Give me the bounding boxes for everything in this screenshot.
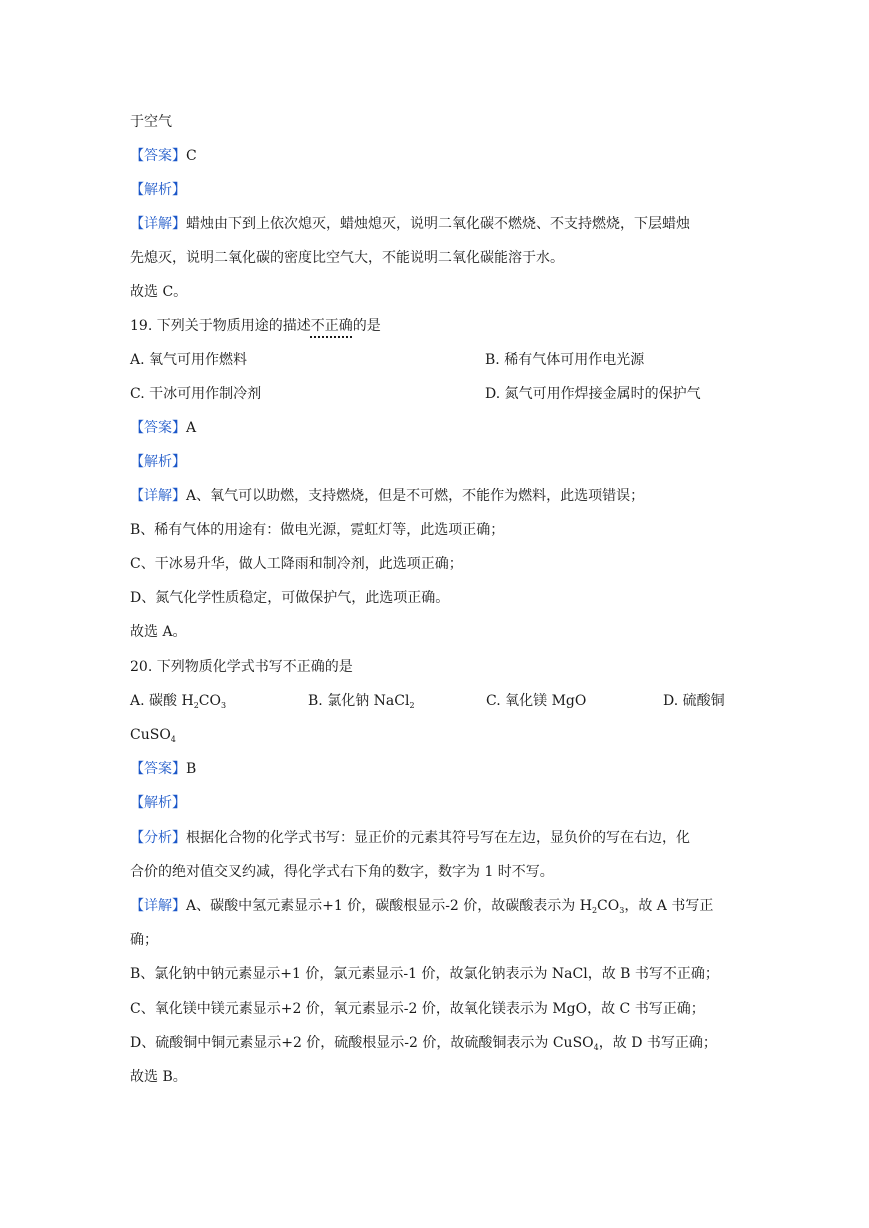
q19-detail-d: D、氮气化学性质稳定，可做保护气，此选项正确。 xyxy=(130,590,450,606)
answer-value: C xyxy=(186,148,197,164)
q19-option-d: D. 氮气可用作焊接金属时的保护气 xyxy=(485,386,701,402)
q20-detail-b: B、氯化钠中钠元素显示+1 价，氯元素显示-1 价，故氯化钠表示为 NaCl，故 B 书写不正确； xyxy=(130,966,719,982)
q20-conclusion: 故选 B。 xyxy=(130,1069,187,1085)
q20-option-d-formula xyxy=(130,724,745,746)
q18-answer xyxy=(130,145,745,167)
q19-stem-prefix: 19. 下列关于物质用途的描述 xyxy=(130,318,311,334)
q20-detail-c: C、氧化镁中镁元素显示+2 价，氧元素显示-2 价，故氧化镁表示为 MgO，故 C 书写正确； xyxy=(130,1001,705,1017)
q20-stem: 20. 下列物质化学式书写不正确的是 xyxy=(130,659,353,675)
q20-option-a-sub2: 3 xyxy=(220,701,227,710)
q20-option-b xyxy=(308,690,415,712)
q19-option-b: B. 稀有气体可用作电光源 xyxy=(485,352,645,368)
q20-detail-a-wrap: 确； xyxy=(130,932,158,948)
analysis-text: 根据化合物的化学式书写：显正价的元素其符号写在左边，显负价的写在右边，化 xyxy=(186,830,690,846)
answer-tag: 【答案】 xyxy=(130,420,186,436)
detail-tag: 【详解】 xyxy=(130,488,186,504)
q20-options-row xyxy=(130,690,745,712)
detail-d-sub: 4 xyxy=(593,1043,599,1052)
detail-a-pre: A、碳酸中氢元素显示+1 价，碳酸根显示-2 价，故碳酸表示为 H xyxy=(186,898,592,914)
formula: CuSO xyxy=(130,727,171,743)
detail-text: 蜡烛由下到上依次熄灭，蜡烛熄灭，说明二氧化碳不燃烧、不支持燃烧，下层蜡烛 xyxy=(186,216,690,232)
q20-option-d: D. 硫酸铜 xyxy=(663,693,725,709)
q18-detail-line1 xyxy=(130,213,745,235)
q20-option-b-sub: 2 xyxy=(409,701,415,710)
analysis-pre-tag: 【分析】 xyxy=(130,830,186,846)
detail-a-post: ，故 A 书写正 xyxy=(624,898,714,914)
answer-value: A xyxy=(186,420,197,436)
detail-tag: 【详解】 xyxy=(130,216,186,232)
q19-stem-emphasis: 不正确 xyxy=(310,318,353,334)
q20-analysis-line1 xyxy=(130,827,745,849)
q19-conclusion: 故选 A。 xyxy=(130,624,187,640)
q19-options-row1 xyxy=(130,349,745,371)
q18-conclusion: 故选 C。 xyxy=(130,284,188,300)
q19-option-a: A. 氧气可用作燃料 xyxy=(130,352,248,368)
detail-d-post: ，故 D 书写正确； xyxy=(598,1035,717,1051)
q19-options-row2 xyxy=(130,383,745,405)
q19-detail-a xyxy=(130,485,745,507)
q19-answer xyxy=(130,417,745,439)
q19-detail-c: C、干冰易升华，做人工降雨和制冷剂，此选项正确； xyxy=(130,556,463,572)
answer-tag: 【答案】 xyxy=(130,761,186,777)
q20-detail-a xyxy=(130,895,745,917)
q19-detail-b: B、稀有气体的用途有：做电光源，霓虹灯等，此选项正确； xyxy=(130,522,505,538)
q20-analysis-tag: 【解析】 xyxy=(130,795,186,811)
answer-value: B xyxy=(186,761,197,777)
q20-option-c: C. 氧化镁 MgO xyxy=(486,693,587,709)
q20-answer xyxy=(130,758,745,780)
q20-analysis-line2: 合价的绝对值交叉约减，得化学式右下角的数字，数字为 1 时不写。 xyxy=(130,864,554,880)
q20-option-a-formula2: CO xyxy=(198,693,221,709)
detail-a-mid: CO xyxy=(597,898,620,914)
q20-detail-d xyxy=(130,1032,745,1054)
detail-text: A、氧气可以助燃，支持燃烧，但是不可燃，不能作为燃料，此选项错误； xyxy=(186,488,645,504)
q19-stem-suffix: 的是 xyxy=(352,318,381,334)
q20-option-a xyxy=(130,690,226,712)
q20-option-a-sub1: 2 xyxy=(193,701,199,710)
q20-option-b-text: B. 氯化钠 xyxy=(308,693,374,709)
q19-option-c: C. 干冰可用作制冷剂 xyxy=(130,386,262,402)
q20-option-a-text: A. 碳酸 xyxy=(130,693,182,709)
detail-d-pre: D、硫酸铜中铜元素显示+2 价，硫酸根显示-2 价，故硫酸铜表示为 CuSO xyxy=(130,1035,594,1051)
detail-a-sub1: 2 xyxy=(591,906,598,915)
q19-analysis-tag: 【解析】 xyxy=(130,454,186,470)
formula-sub: 4 xyxy=(170,735,176,744)
q18-detail-line2: 先熄灭，说明二氧化碳的密度比空气大，不能说明二氧化碳能溶于水。 xyxy=(130,250,564,266)
q18-analysis-tag: 【解析】 xyxy=(130,182,186,198)
detail-tag: 【详解】 xyxy=(130,898,186,914)
detail-a-sub2: 3 xyxy=(619,906,625,915)
q18-continued-text: 于空气 xyxy=(130,114,172,130)
q19-stem xyxy=(130,315,745,337)
q20-option-a-formula: H xyxy=(181,693,194,709)
q20-option-b-formula: NaCl xyxy=(373,693,410,709)
answer-tag: 【答案】 xyxy=(130,148,186,164)
